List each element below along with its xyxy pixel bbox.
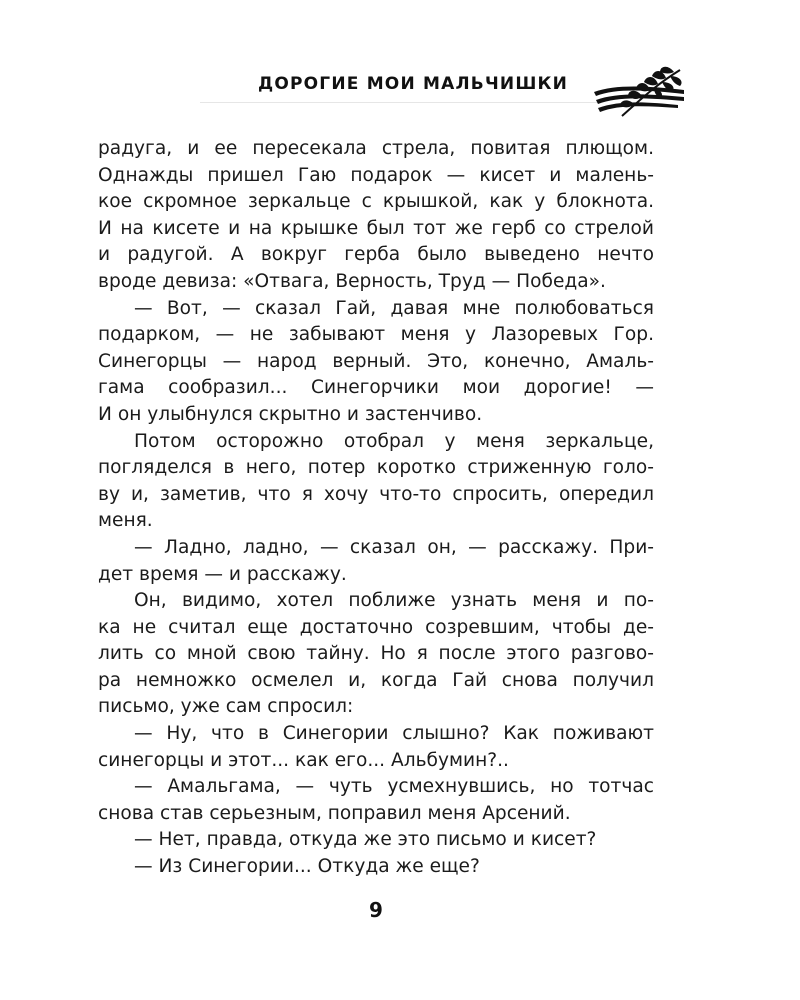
text-line: и радугой. А вокруг герба было выведено нечто — [98, 244, 654, 266]
page-header — [0, 60, 800, 120]
text-line: ра немножко осмелел и, когда Гай снова получил — [98, 669, 654, 691]
text-line: письмо, уже сам спросил: — [98, 696, 354, 718]
page-number: 9 — [369, 898, 383, 922]
text-line: вроде девиза: «Отвага, Верность, Труд — Победа». — [98, 270, 606, 292]
text-line: И он улыбнулся скрытно и застенчиво. — [98, 403, 483, 425]
text-line: — Вот, — сказал Гай, давая мне полюбоваться — [134, 297, 654, 319]
text-line: И на кисете и на крышке был тот же герб со стрелой — [98, 217, 654, 239]
text-line: Синегорцы — народ верный. Это, конечно, Амаль- — [98, 350, 654, 372]
text-line: кое скромное зеркальце с крышкой, как у блокнота. — [98, 191, 654, 213]
text-line: — Ладно, ладно, — сказал он, — расскажу. При- — [134, 536, 654, 558]
running-title: ДОРОГИЕ МОИ МАЛЬЧИШКИ — [258, 74, 569, 94]
text-line: Он, видимо, хотел поближе узнать меня и по- — [134, 590, 654, 612]
text-line: — Нет, правда, откуда же это письмо и кисет? — [134, 829, 597, 851]
text-line: — Ну, что в Синегории слышно? Как поживают — [134, 723, 654, 745]
text-line: Потом осторожно отобрал у меня зеркальце, — [134, 430, 654, 452]
text-line: дет время — и расскажу. — [98, 563, 347, 585]
text-line: снова став серьезным, поправил меня Арсений. — [98, 802, 571, 824]
text-line: меня. — [98, 510, 153, 532]
text-line: погляделся в него, потер коротко стриженную голо- — [98, 457, 654, 479]
text-line: гама сообразил... Синегорчики мои дорогие! — — [98, 377, 654, 399]
text-line: подарком, — не забывают меня у Лазоревых Гор. — [98, 324, 654, 346]
text-line: — Из Синегории... Откуда же еще? — [134, 856, 480, 878]
text-line: ка не считал еще достаточно созревшим, чтобы де- — [98, 616, 654, 638]
text-line: Однажды пришел Гаю подарок — кисет и малень- — [98, 164, 654, 186]
text-line: лить со мной свою тайну. Но я после этого разгово- — [98, 643, 654, 665]
text-line: ву и, заметив, что я хочу что-то спросить, опередил — [98, 483, 654, 505]
laurel-branch-with-ribbon-icon — [588, 62, 688, 120]
text-line: радуга, и ее пересекала стрела, повитая плющом. — [98, 138, 654, 159]
body-text — [98, 136, 654, 881]
header-rule — [200, 102, 600, 103]
text-line: — Амальгама, — чуть усмехнувшись, но тотчас — [134, 776, 654, 798]
text-line: синегорцы и этот... как его... Альбумин?.. — [98, 749, 509, 771]
